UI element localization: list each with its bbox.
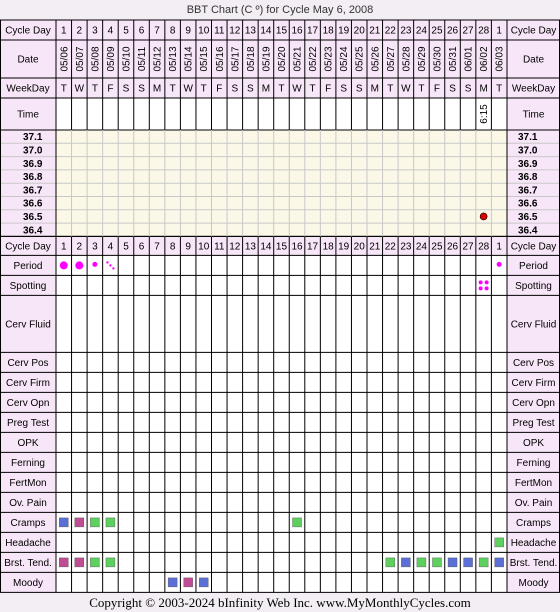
- cramps-mark: [90, 518, 99, 527]
- temperature-plot-band: [56, 170, 507, 183]
- row-band: [56, 352, 507, 372]
- spotting-dot: [479, 280, 483, 284]
- temperature-tick-right: 36.8: [518, 172, 538, 184]
- weekday-label: T: [169, 83, 176, 95]
- date-label: 06/03: [494, 46, 506, 72]
- brst-tend-mark: [386, 558, 395, 567]
- cycle-day-number: 16: [291, 25, 303, 37]
- temperature-tick-right: 36.4: [518, 225, 538, 237]
- weekday-label: T: [91, 83, 98, 95]
- row-label-right: Cycle Day: [510, 25, 557, 37]
- weekday-label: T: [496, 83, 503, 95]
- temperature-tick-right: 36.9: [518, 158, 538, 170]
- row-band: [56, 392, 507, 412]
- date-label: 05/26: [370, 46, 382, 72]
- brst-tend-mark: [432, 558, 441, 567]
- date-label: 05/13: [168, 46, 180, 72]
- weekday-label: M: [370, 83, 379, 95]
- temperature-plot-band: [56, 183, 507, 196]
- cycle-day-number: 1: [496, 241, 502, 253]
- cycle-day-number: 12: [229, 241, 241, 253]
- moody-mark: [168, 578, 177, 587]
- cycle-day-number: 10: [198, 25, 210, 37]
- weekday-label: S: [449, 83, 456, 95]
- brst-tend-mark: [448, 558, 457, 567]
- cramps-mark: [293, 518, 302, 527]
- date-label: 05/31: [448, 46, 460, 72]
- row-band: [56, 255, 507, 275]
- cycle-day-number: 1: [60, 241, 67, 253]
- weekday-label: S: [247, 83, 254, 95]
- row-label-right: Cerv Pos: [512, 357, 555, 369]
- row-label-right: Headache: [510, 537, 557, 549]
- row-label-left: OPK: [17, 437, 39, 449]
- temperature-tick-left: 36.8: [23, 172, 43, 184]
- row-label-left: Cycle Day: [5, 241, 51, 253]
- date-label: 05/06: [59, 46, 71, 72]
- row-label-right: Brst. Tend.: [509, 557, 558, 569]
- row-label-left: Headache: [5, 537, 51, 549]
- cycle-day-number: 21: [369, 241, 381, 253]
- row-label-right: Cycle Day: [510, 241, 557, 253]
- date-label: 05/24: [339, 46, 351, 72]
- weekday-label: M: [479, 83, 488, 95]
- date-label: 05/10: [121, 46, 133, 72]
- weekday-label: S: [231, 83, 239, 95]
- spotting-dot: [485, 286, 489, 290]
- date-label: 05/23: [323, 46, 335, 72]
- cycle-day-number: 7: [154, 241, 160, 253]
- temperature-plot-band: [56, 143, 507, 156]
- date-label: 05/28: [401, 46, 413, 72]
- brst-tend-mark: [90, 558, 99, 567]
- weekday-label: F: [216, 83, 223, 95]
- date-label: 06/01: [463, 46, 475, 72]
- row-label-left: Period: [13, 260, 43, 272]
- date-label: 05/17: [230, 46, 242, 72]
- temperature-plot-band: [56, 197, 507, 210]
- cycle-day-number: 21: [369, 25, 381, 37]
- cramps-mark: [59, 518, 68, 527]
- period-mark-heavy: [60, 261, 68, 269]
- cycle-day-number: 23: [400, 241, 412, 253]
- row-label-left: Brst. Tend.: [4, 557, 52, 569]
- row-label-right: OPK: [522, 437, 545, 449]
- period-mark-spotting-dot: [109, 264, 111, 266]
- weekday-label: W: [401, 83, 411, 95]
- cycle-day-number: 22: [384, 25, 396, 37]
- cycle-day-number: 20: [353, 25, 365, 37]
- cycle-day-number: 19: [338, 25, 350, 37]
- row-label-left: Date: [17, 54, 39, 66]
- date-label: 05/25: [354, 46, 366, 72]
- cycle-day-number: 9: [185, 25, 191, 37]
- row-label-left: Cycle Day: [5, 25, 51, 37]
- temperature-tick-left: 36.4: [23, 225, 43, 237]
- row-band: [56, 295, 507, 352]
- temperature-tick-left: 37.0: [23, 145, 43, 157]
- period-mark-spotting-dot: [106, 261, 108, 263]
- date-label: 05/16: [214, 46, 226, 72]
- date-label: 05/30: [432, 46, 444, 72]
- chart-title: BBT Chart (C º) for Cycle May 6, 2008: [186, 4, 374, 16]
- row-label-right: Cramps: [515, 517, 552, 529]
- temperature-plot-band: [56, 130, 507, 143]
- row-label-right: WeekDay: [511, 83, 556, 95]
- row-label-right: Period: [519, 260, 548, 272]
- row-label-right: Ov. Pain: [514, 497, 553, 509]
- cycle-day-number: 14: [260, 241, 272, 253]
- cycle-day-number: 22: [384, 241, 396, 253]
- brst-tend-mark: [417, 558, 426, 567]
- weekday-label: W: [292, 83, 302, 95]
- cycle-day-number: 26: [446, 241, 459, 253]
- weekday-label: W: [74, 83, 85, 95]
- date-label: 05/12: [152, 46, 164, 72]
- temperature-tick-left: 36.9: [23, 158, 43, 170]
- weekday-label: T: [387, 83, 394, 95]
- cycle-day-number: 5: [123, 25, 129, 37]
- date-label: 05/15: [199, 46, 211, 72]
- date-label: 05/18: [245, 46, 257, 72]
- temperature-plot-band: [56, 223, 507, 236]
- row-label-left: Moody: [12, 577, 44, 589]
- date-label: 05/11: [137, 46, 149, 72]
- period-mark-light: [92, 262, 97, 267]
- brst-tend-mark: [464, 558, 473, 567]
- date-label: 06/02: [479, 46, 491, 72]
- row-band: [56, 98, 507, 130]
- row-label-left: Ov. Pain: [9, 497, 47, 509]
- weekday-label: S: [464, 83, 472, 95]
- period-mark-light: [497, 262, 502, 267]
- row-label-right: Cerv Fluid: [510, 319, 557, 331]
- weekday-label: F: [433, 83, 441, 95]
- row-label-left: Cerv Firm: [6, 377, 50, 389]
- weekday-label: S: [138, 83, 145, 95]
- cycle-day-number: 13: [244, 241, 256, 253]
- cramps-mark: [106, 518, 115, 527]
- cycle-day-number: 17: [307, 25, 319, 37]
- date-label: 05/27: [385, 46, 397, 72]
- cycle-day-number: 23: [400, 25, 412, 37]
- cycle-day-number: 15: [275, 25, 288, 37]
- cycle-day-number: 18: [322, 241, 334, 253]
- temperature-tick-left: 36.6: [23, 198, 43, 210]
- cycle-day-number: 18: [322, 25, 334, 37]
- row-label-left: Cramps: [10, 517, 46, 529]
- temperature-tick-left: 36.7: [23, 185, 43, 197]
- cycle-day-number: 3: [92, 241, 98, 253]
- weekday-label: T: [60, 83, 67, 95]
- weekday-label: S: [355, 83, 363, 95]
- brst-tend-mark: [479, 558, 488, 567]
- temperature-plot-band: [56, 210, 507, 223]
- row-label-left: Spotting: [9, 280, 47, 292]
- moody-mark: [184, 578, 193, 587]
- weekday-label: S: [122, 83, 130, 95]
- cycle-day-number: 6: [138, 25, 145, 37]
- row-label-left: FertMon: [9, 477, 47, 489]
- temperature-tick-left: 36.5: [23, 211, 43, 223]
- row-label-left: Cerv Opn: [6, 397, 50, 409]
- weekday-label: T: [278, 83, 285, 95]
- cycle-day-number: 4: [107, 25, 114, 37]
- cycle-day-number: 1: [60, 25, 67, 37]
- row-band: [56, 512, 507, 532]
- cycle-day-number: 5: [123, 241, 129, 253]
- row-label-left: Preg Test: [6, 417, 50, 429]
- cycle-day-number: 27: [462, 25, 474, 37]
- date-label: 05/08: [90, 46, 102, 72]
- row-band: [56, 275, 507, 295]
- cycle-day-number: 1: [496, 25, 502, 37]
- cycle-day-number: 13: [244, 25, 256, 37]
- cycle-day-number: 20: [353, 241, 365, 253]
- cycle-day-number: 19: [338, 241, 350, 253]
- date-label: 05/19: [261, 46, 273, 72]
- cycle-day-number: 2: [76, 25, 83, 37]
- date-label: 05/22: [308, 46, 320, 72]
- weekday-label: T: [418, 83, 425, 95]
- date-label: 05/07: [74, 46, 86, 72]
- spotting-dot: [485, 280, 489, 284]
- temperature-plot-band: [56, 157, 507, 170]
- row-band: [56, 452, 507, 472]
- cycle-day-number: 11: [214, 241, 225, 253]
- cycle-day-number: 28: [478, 241, 490, 253]
- date-label: 05/14: [183, 46, 195, 72]
- row-label-right: FertMon: [514, 477, 553, 489]
- weekday-label: M: [261, 83, 271, 95]
- cycle-day-number: 27: [462, 241, 474, 253]
- period-mark-heavy: [75, 261, 83, 269]
- weekday-label: T: [309, 83, 316, 95]
- cycle-day-number: 24: [415, 25, 427, 37]
- row-label-right: Date: [522, 54, 545, 66]
- cycle-day-number: 26: [446, 25, 459, 37]
- weekday-label: W: [183, 83, 193, 95]
- cycle-day-number: 28: [478, 25, 490, 37]
- moody-mark: [199, 578, 208, 587]
- time-label: 6:15: [479, 104, 491, 124]
- brst-tend-mark: [75, 558, 84, 567]
- date-label: 05/29: [416, 46, 428, 72]
- row-band: [56, 432, 507, 452]
- cycle-day-number: 3: [92, 25, 98, 37]
- cycle-day-number: 8: [169, 25, 176, 37]
- period-mark-spotting-dot: [112, 267, 114, 269]
- brst-tend-mark: [106, 558, 115, 567]
- temperature-point: [480, 213, 487, 220]
- weekday-label: F: [325, 83, 332, 95]
- row-label-right: Cerv Firm: [511, 377, 556, 389]
- cycle-day-number: 8: [169, 241, 176, 253]
- temperature-tick-right: 36.5: [518, 211, 538, 223]
- temperature-tick-right: 37.0: [518, 145, 538, 157]
- cycle-day-number: 10: [198, 241, 210, 253]
- cramps-mark: [75, 518, 84, 527]
- row-label-right: Moody: [518, 577, 549, 589]
- cycle-day-number: 7: [154, 25, 160, 37]
- weekday-label: M: [152, 83, 162, 95]
- temperature-tick-left: 37.1: [23, 132, 43, 144]
- temperature-tick-right: 36.7: [518, 185, 538, 197]
- row-label-left: Ferning: [11, 457, 45, 469]
- weekday-label: F: [107, 83, 114, 95]
- cycle-day-number: 25: [431, 25, 443, 37]
- row-label-right: Time: [522, 109, 545, 121]
- temperature-tick-right: 36.6: [518, 198, 538, 210]
- date-label: 05/21: [292, 46, 304, 72]
- row-band: [56, 532, 507, 552]
- cycle-day-number: 17: [307, 241, 319, 253]
- weekday-label: T: [200, 83, 207, 95]
- date-label: 05/09: [105, 46, 117, 72]
- cycle-day-number: 16: [291, 241, 303, 253]
- temperature-tick-right: 37.1: [518, 132, 538, 144]
- row-label-left: Cerv Fluid: [5, 319, 51, 331]
- row-band: [56, 372, 507, 392]
- footer-copyright: Copyright © 2003-2024 bInfinity Web Inc. www.MyMonthlyCycles.com: [89, 595, 471, 610]
- cycle-day-number: 24: [415, 241, 427, 253]
- cycle-day-number: 6: [138, 241, 145, 253]
- headache-mark: [495, 538, 504, 547]
- cycle-day-number: 25: [431, 241, 443, 253]
- row-band: [56, 492, 507, 512]
- spotting-dot: [479, 286, 483, 290]
- brst-tend-mark: [495, 558, 504, 567]
- row-label-right: Spotting: [515, 280, 552, 292]
- date-label: 05/20: [276, 46, 288, 72]
- row-label-left: Cerv Pos: [7, 357, 49, 369]
- cycle-day-number: 2: [76, 241, 83, 253]
- row-label-right: Cerv Opn: [512, 397, 555, 409]
- row-label-right: Ferning: [516, 457, 551, 469]
- row-label-right: Preg Test: [512, 417, 555, 429]
- cycle-day-number: 15: [275, 241, 288, 253]
- cycle-day-number: 9: [185, 241, 191, 253]
- brst-tend-mark: [401, 558, 410, 567]
- cycle-day-number: 11: [214, 25, 225, 37]
- row-band: [56, 472, 507, 492]
- row-band: [56, 572, 507, 592]
- cycle-day-number: 12: [229, 25, 241, 37]
- brst-tend-mark: [59, 558, 68, 567]
- cycle-day-number: 4: [107, 241, 114, 253]
- row-label-left: WeekDay: [6, 83, 50, 95]
- weekday-label: S: [340, 83, 348, 95]
- row-label-left: Time: [17, 109, 39, 121]
- row-band: [56, 412, 507, 432]
- cycle-day-number: 14: [260, 25, 272, 37]
